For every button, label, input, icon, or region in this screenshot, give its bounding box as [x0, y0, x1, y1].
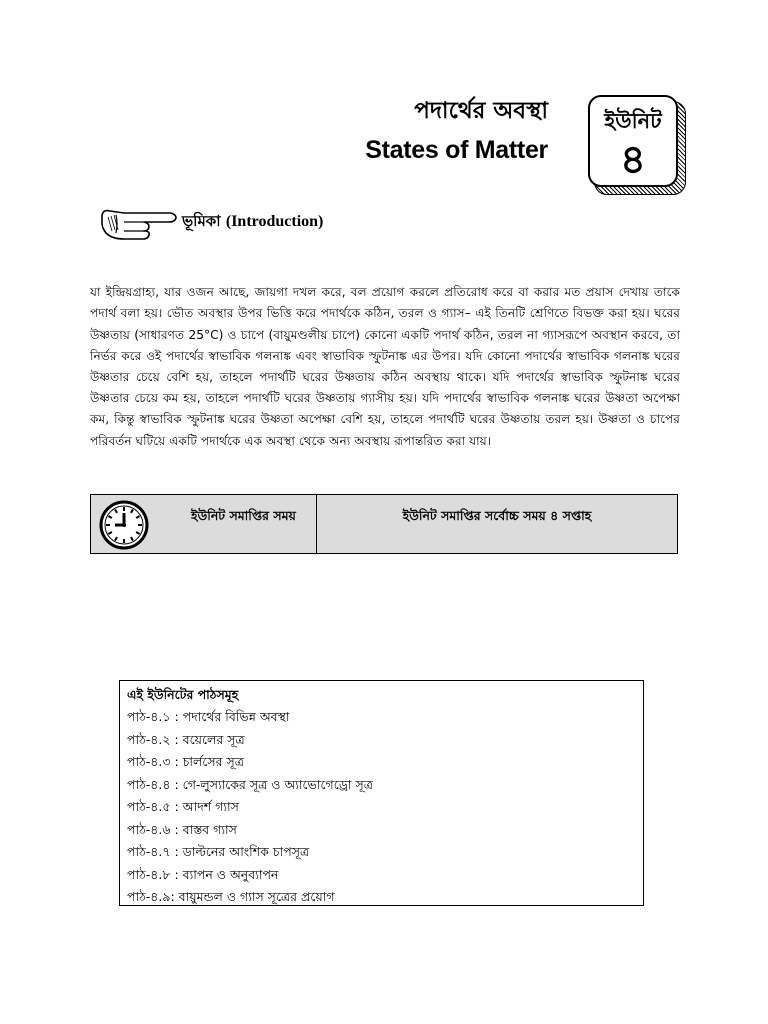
- lesson-item: পাঠ-৪.৪ : গে-লুস্যাকের সূত্র ও অ্যাভোগেড্রো সূত্র: [127, 776, 373, 792]
- intro-heading: [182, 210, 323, 235]
- lesson-item: পাঠ-৪.২ : বয়েলের সূত্র: [127, 731, 245, 747]
- unit-label: ইউনিট: [604, 109, 662, 133]
- clock-icon: [99, 500, 149, 550]
- lessons-title: এই ইউনিটের পাঠসমূহ: [127, 687, 239, 702]
- intro-heading-english: (Introduction): [225, 213, 324, 230]
- unit-number: ৪: [620, 137, 646, 183]
- lessons-list: [127, 706, 636, 909]
- lesson-item: পাঠ-৪.৬ : বাস্তব গ্যাস: [127, 821, 237, 837]
- intro-heading-bengali: ভূমিকা: [182, 212, 226, 230]
- unit-max-time-cell: ইউনিট সমাপ্তির সর্বোচ্চ সময় ৪ সপ্তাহ: [402, 508, 592, 523]
- lesson-item: পাঠ-৪.১ : পদার্থের বিভিন্ন অবস্থা: [127, 709, 290, 724]
- lesson-item: পাঠ-৪.৭ : ডাল্টনের আংশিক চাপসূত্র: [127, 844, 310, 859]
- unit-badge: [588, 95, 678, 187]
- lesson-item: পাঠ-৪.৯: বায়ুমন্ডল ও গ্যাস সূত্রের প্রয়োগ: [127, 889, 335, 904]
- lesson-item: পাঠ-৪.৩ : চার্লসের সূত্র: [127, 754, 244, 769]
- unit-completion-time-label: ইউনিট সমাপ্তির সময়: [191, 508, 296, 523]
- lessons-box: [119, 680, 644, 906]
- lesson-item: পাঠ-৪.৮ : ব্যাপন ও অনুব্যাপন: [127, 866, 279, 882]
- page-title-english: States of Matter: [365, 136, 548, 164]
- unit-time-table: [90, 494, 678, 554]
- page-title-bengali: পদার্থের অবস্থা: [414, 98, 548, 124]
- pointing-hand-icon: [100, 203, 178, 243]
- time-table-left-cell: [91, 495, 317, 553]
- lesson-item: পাঠ-৪.৫ : আদর্শ গ্যাস: [127, 799, 239, 814]
- intro-paragraph: যা ইন্দ্রিয়গ্রাহ্য, যার ওজন আছে, জায়গা দখল করে, বল প্রয়োগ করলে প্রতিরোধ করে বা করার মত প্রয়াস দেখায় তাকে পদার্থ বলা হয়। ভৌত অবস্থার উপর ভিত্তি করে পদার্থকে কঠিন, তরল ও গ্যাস– এই তিনটি শ্রেণিতে বিভক্ত করা হয়। ঘরের উষ্ণতায় (সাধারণত 25°C) ও চাপে (বায়ুমণ্ডলীয় চাপে) কোনো একটি পদার্থ কঠিন, তরল না গ্যাসরূপে অবস্থান করবে, তা নির্ভর করে ওই পদার্থের স্বাভাবিক গলনাঙ্ক এবং স্বাভাবিক স্ফুটনাঙ্ক এর উপর। যদি কোনো পদার্থের স্বাভাবিক গলনাঙ্ক ঘরের উষ্ণতার চেয়ে বেশি হয়, তাহলে পদার্থটি ঘরের উষ্ণতায় কঠিন অবস্থায় থাকে। যদি পদার্থের স্বাভাবিক স্ফুটনাঙ্ক ঘরের উষ্ণতার চেয়ে কম হয়, তাহলে পদার্থটি ঘরের উষ্ণতায় গ্যাসীয় হয়। যদি পদার্থের স্বাভাবিক গলনাঙ্ক ঘরের উষ্ণতা অপেক্ষা কম, কিন্তু স্বাভাবিক স্ফুটনাঙ্ক ঘরের উষ্ণতা অপেক্ষা বেশি হয়, তাহলে পদার্থটি ঘরের উষ্ণতায় তরল হয়। উষ্ণতা ও চাপের পরিবর্তন ঘটিয়ে একটি পদার্থকে এক অবস্থা থেকে অন্য অবস্থায় রূপান্তরিত করা যায়।: [90, 285, 680, 448]
